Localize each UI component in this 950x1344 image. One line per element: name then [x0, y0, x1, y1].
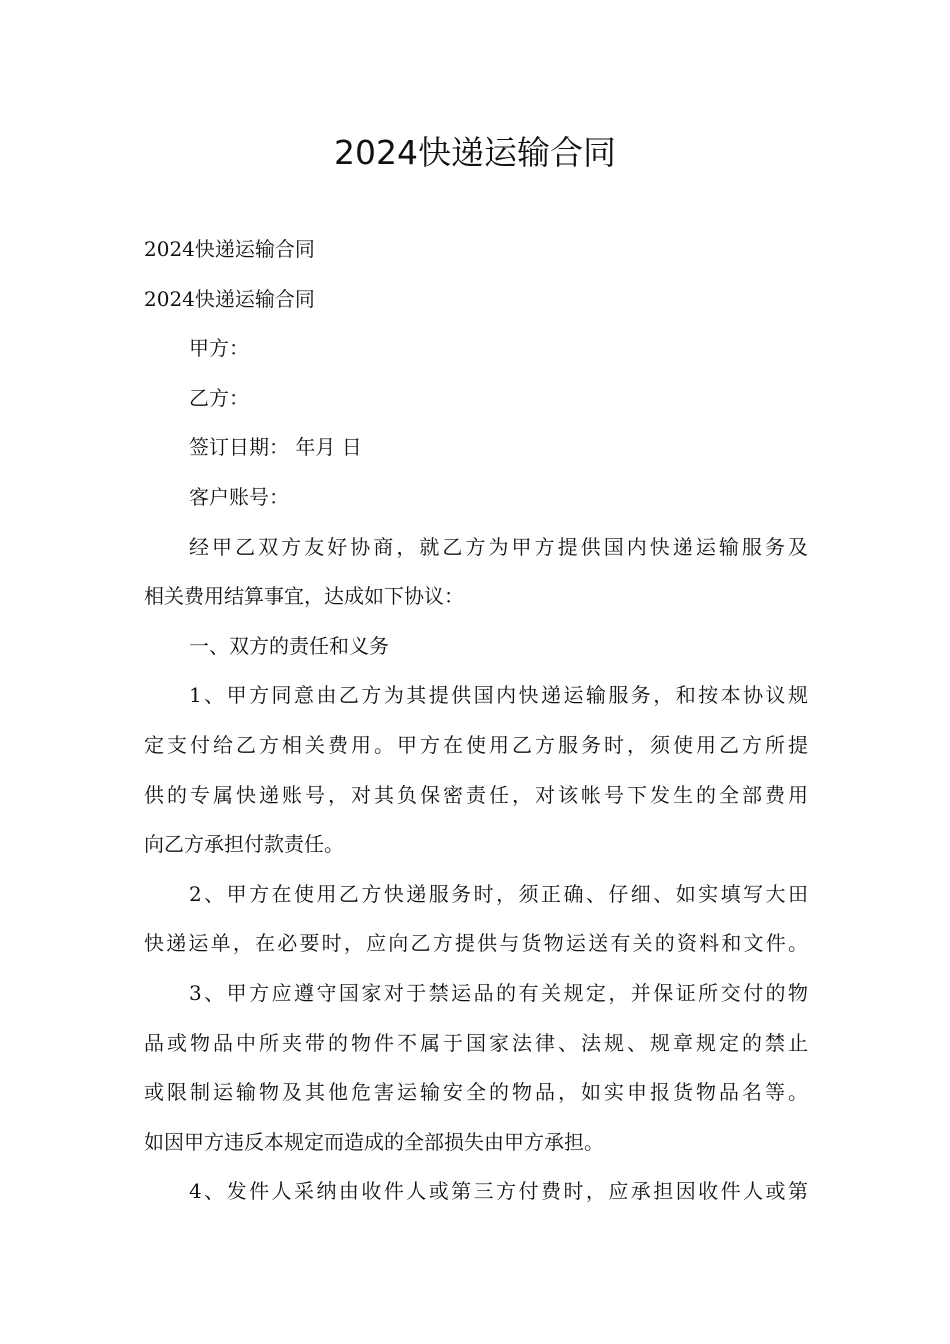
text-line: 2024快递运输合同: [144, 237, 315, 261]
document-title: 2024快递运输合同: [334, 133, 616, 172]
text-line: 3、甲方应遵守国家对于禁运品的有关规定，并保证所交付的物: [189, 980, 808, 1005]
text-line: 2024快递运输合同: [144, 286, 315, 311]
text-line: 客户账号：: [189, 484, 289, 509]
text-line: 签订日期： 年月 日: [189, 435, 362, 460]
text-line: 定支付给乙方相关费用。甲方在使用乙方服务时，须使用乙方所提: [144, 732, 808, 757]
text-line: 品或物品中所夹带的物件不属于国家法律、法规、规章规定的禁止: [144, 1030, 808, 1055]
text-line: 如因甲方违反本规定而造成的全部损失由甲方承担。: [144, 1129, 604, 1154]
text-line: 4、发件人采纳由收件人或第三方付费时，应承担因收件人或第: [189, 1179, 808, 1204]
document-body: [144, 225, 808, 1217]
text-line: 或限制运输物及其他危害运输安全的物品，如实申报货物品名等。: [144, 1080, 808, 1105]
text-line: 相关费用结算事宜，达成如下协议：: [144, 584, 464, 609]
text-line: 供的专属快递账号，对其负保密责任，对该帐号下发生的全部费用: [144, 782, 808, 807]
text-line: 1、甲方同意由乙方为其提供国内快递运输服务，和按本协议规: [189, 683, 808, 708]
text-line: 甲方：: [189, 336, 249, 361]
text-line: 快递运单，在必要时，应向乙方提供与货物运送有关的资料和文件。: [144, 931, 808, 956]
text-line: 经甲乙双方友好协商，就乙方为甲方提供国内快递运输服务及: [189, 534, 808, 559]
text-line: 乙方：: [189, 385, 249, 410]
text-line: 一、双方的责任和义务: [189, 633, 389, 658]
text-line: 2、甲方在使用乙方快递服务时，须正确、仔细、如实填写大田: [189, 881, 808, 906]
text-line: 向乙方承担付款责任。: [144, 832, 344, 857]
